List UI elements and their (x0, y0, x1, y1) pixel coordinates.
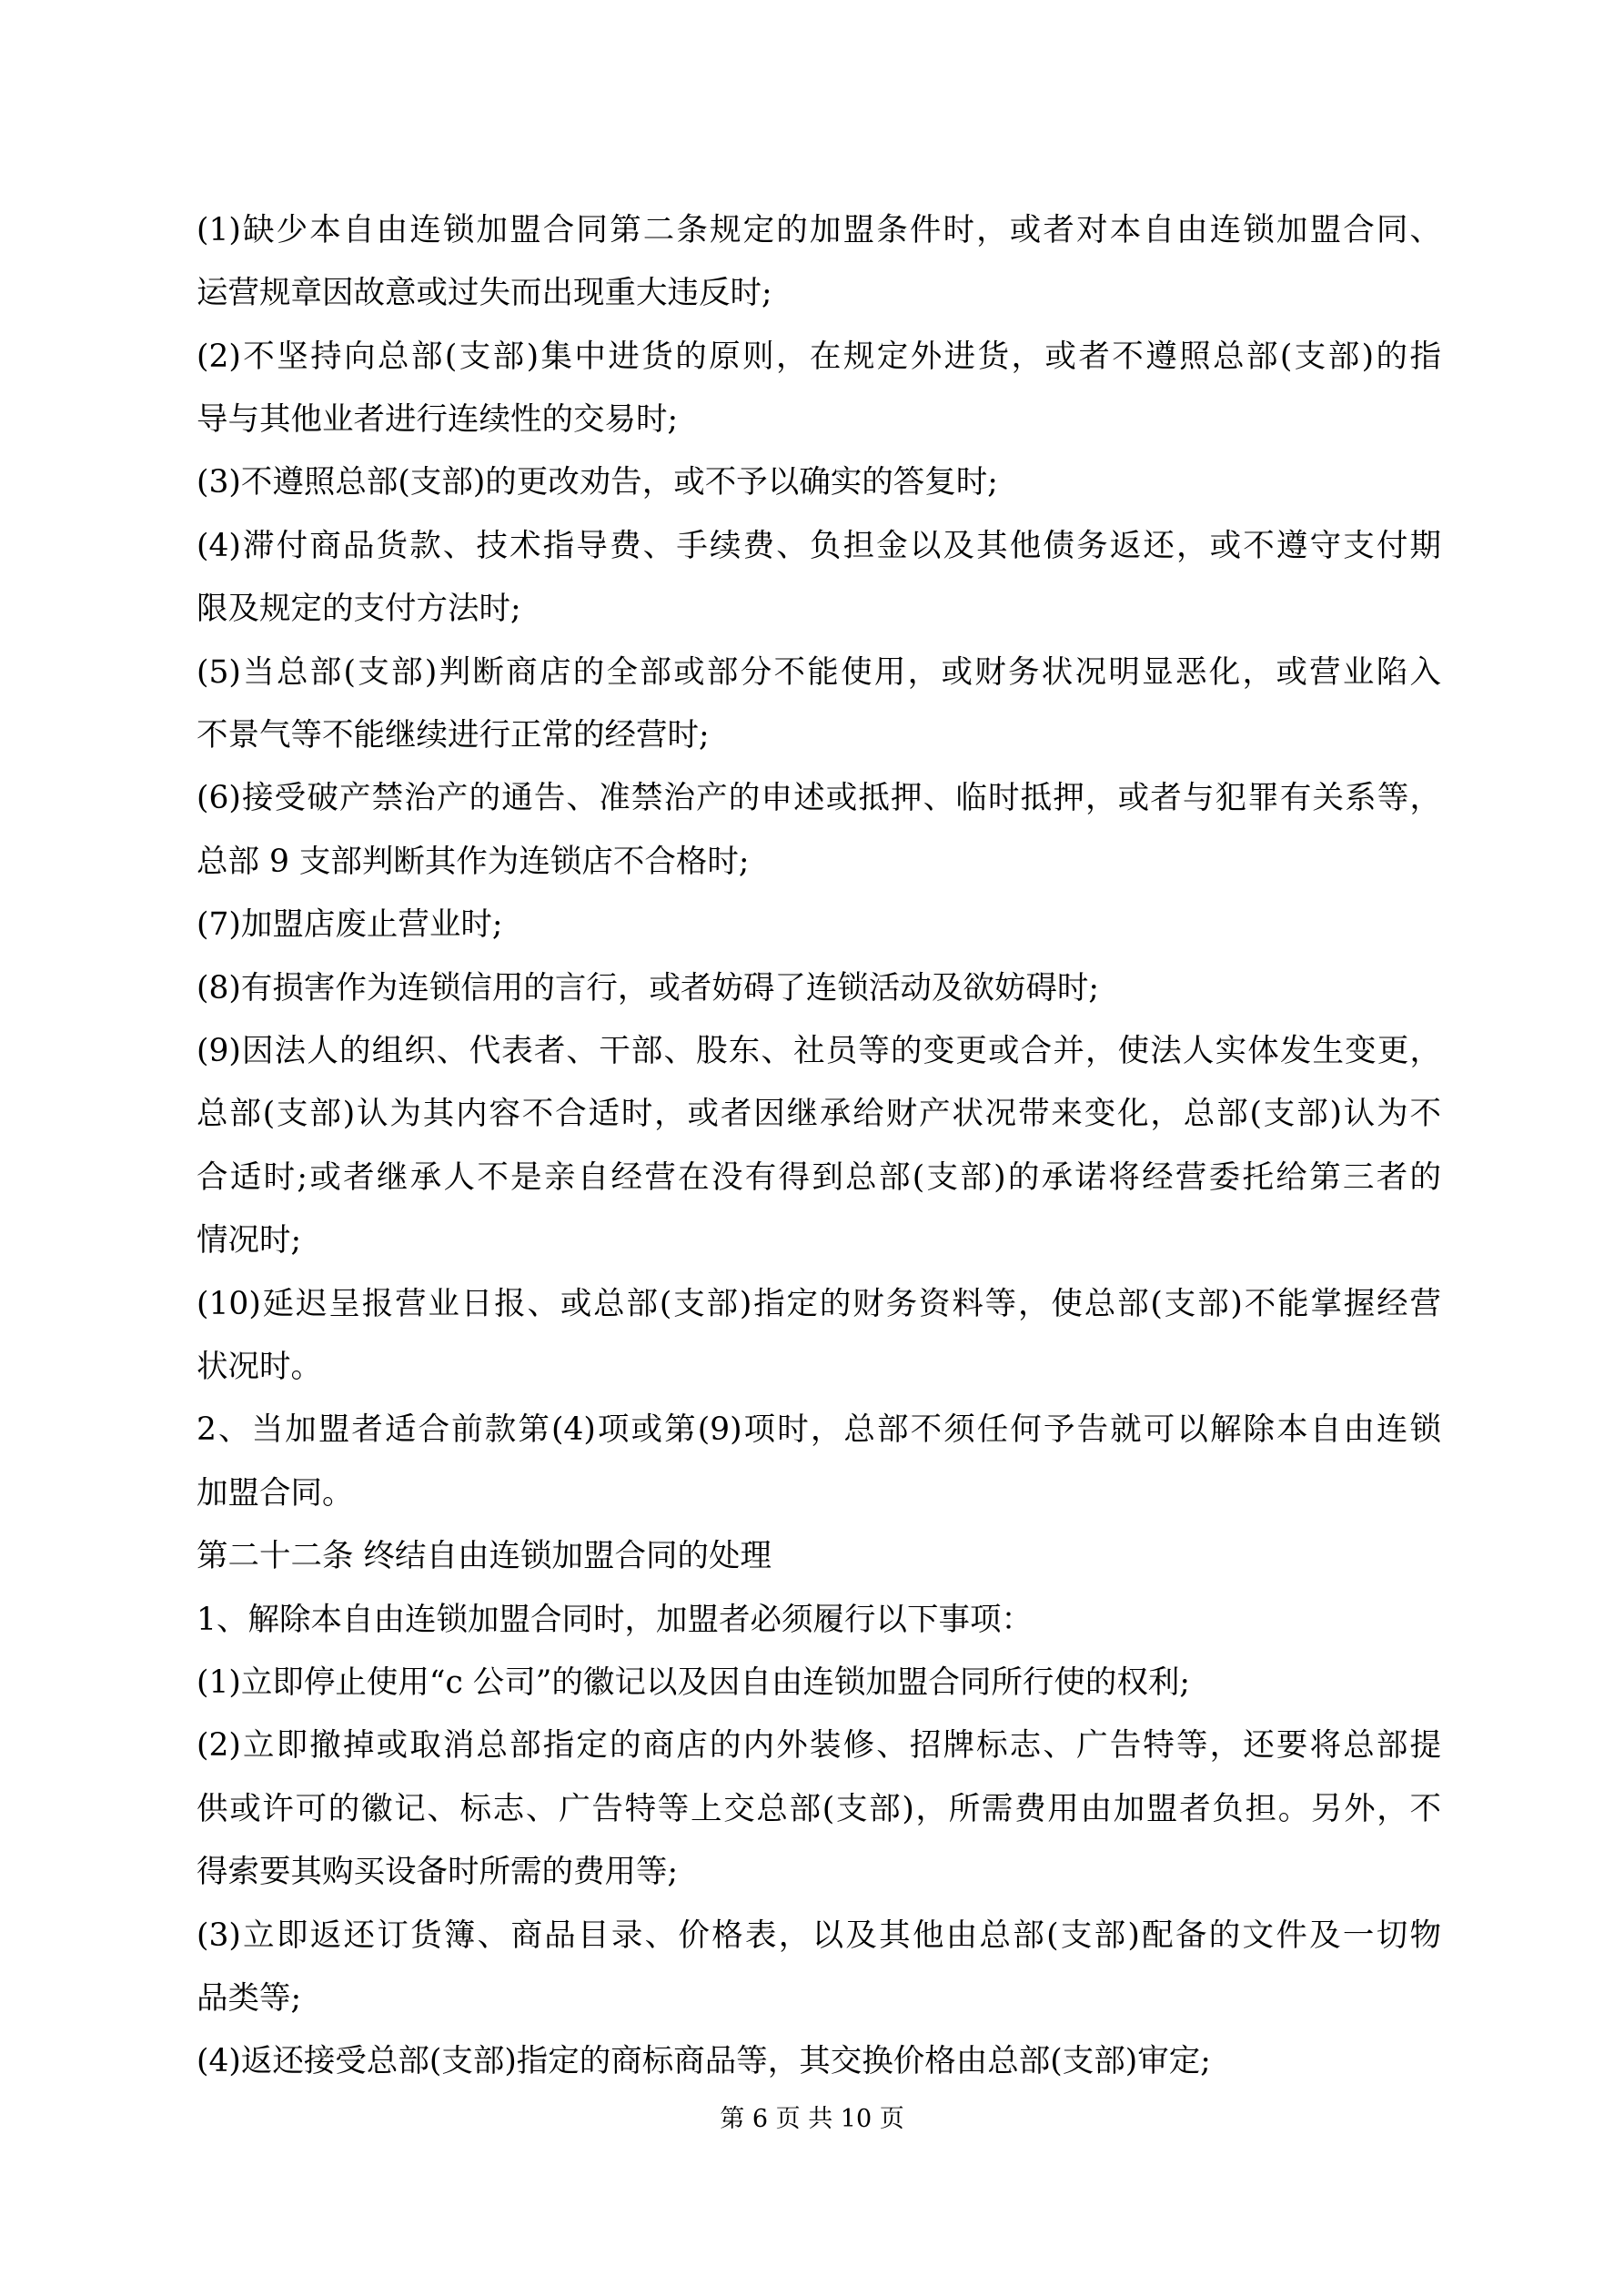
body-text-line: (4)返还接受总部(支部)指定的商标商品等，其交换价格由总部(支部)审定; (197, 2043, 1211, 2079)
body-text-line: 情况时; (197, 1222, 302, 1259)
body-text-line: (3)立即返还订货簿、商品目录、价格表，以及其他由总部(支部)配备的文件及一切物 (197, 1917, 1441, 1954)
body-text-line: (10)延迟呈报营业日报、或总部(支部)指定的财务资料等，使总部(支部)不能掌握经营 (197, 1286, 1441, 1322)
body-text-line: (9)因法人的组织、代表者、干部、股东、社员等的变更或合并，使法人实体发生变更， (197, 1033, 1441, 1069)
body-text-line: 导与其他业者进行连续性的交易时; (197, 401, 679, 438)
body-text-line: (5)当总部(支部)判断商店的全部或部分不能使用，或财务状况明显恶化，或营业陷入 (197, 654, 1441, 691)
body-text-line: 状况时。 (197, 1349, 322, 1385)
body-text-line: 2、当加盟者适合前款第(4)项或第(9)项时，总部不须任何予告就可以解除本自由连锁 (197, 1411, 1441, 1448)
body-text-line: (2)立即撤掉或取消总部指定的商店的内外装修、招牌标志、广告特等，还要将总部提 (197, 1727, 1441, 1764)
body-text-line: (3)不遵照总部(支部)的更改劝告，或不予以确实的答复时; (197, 464, 998, 501)
body-text-line: 总部 9 支部判断其作为连锁店不合格时; (197, 844, 750, 880)
body-text-line: 总部(支部)认为其内容不合适时，或者因继承给财产状况带来变化，总部(支部)认为不 (197, 1096, 1441, 1132)
body-text-line: 得索要其购买设备时所需的费用等; (197, 1854, 679, 1890)
body-text-line: 合适时;或者继承人不是亲自经营在没有得到总部(支部)的承诺将经营委托给第三者的 (197, 1159, 1441, 1196)
body-text-line: (6)接受破产禁治产的通告、准禁治产的申述或抵押、临时抵押，或者与犯罪有关系等， (197, 780, 1441, 816)
body-text-line: (7)加盟店废止营业时; (197, 906, 503, 943)
body-text-line: (1)立即停止使用“c 公司”的徽记以及因自由连锁加盟合同所行使的权利; (197, 1664, 1191, 1701)
body-text-line: 供或许可的徽记、标志、广告特等上交总部(支部)，所需费用由加盟者负担。另外，不 (197, 1791, 1441, 1827)
body-text-line: (2)不坚持向总部(支部)集中进货的原则，在规定外进货，或者不遵照总部(支部)的指 (197, 339, 1441, 375)
body-text-line: (8)有损害作为连锁信用的言行，或者妨碍了连锁活动及欲妨碍时; (197, 970, 1099, 1006)
section-heading: 第二十二条 终结自由连锁加盟合同的处理 (197, 1538, 772, 1574)
page-footer: 第 6 页 共 10 页 (720, 2105, 904, 2133)
body-text-line: (1)缺少本自由连锁加盟合同第二条规定的加盟条件时，或者对本自由连锁加盟合同、 (197, 212, 1441, 248)
body-text-line: 不景气等不能继续进行正常的经营时; (197, 717, 710, 754)
body-text-line: 1、解除本自由连锁加盟合同时，加盟者必须履行以下事项： (197, 1602, 1033, 1638)
body-text-line: 限及规定的支付方法时; (197, 591, 521, 627)
body-text-line: (4)滞付商品货款、技术指导费、手续费、负担金以及其他债务返还，或不遵守支付期 (197, 528, 1441, 564)
body-text-line: 运营规章因故意或过失而出现重大违反时; (197, 275, 772, 311)
body-text-line: 品类等; (197, 1980, 302, 2017)
body-text-line: 加盟合同。 (197, 1475, 354, 1512)
